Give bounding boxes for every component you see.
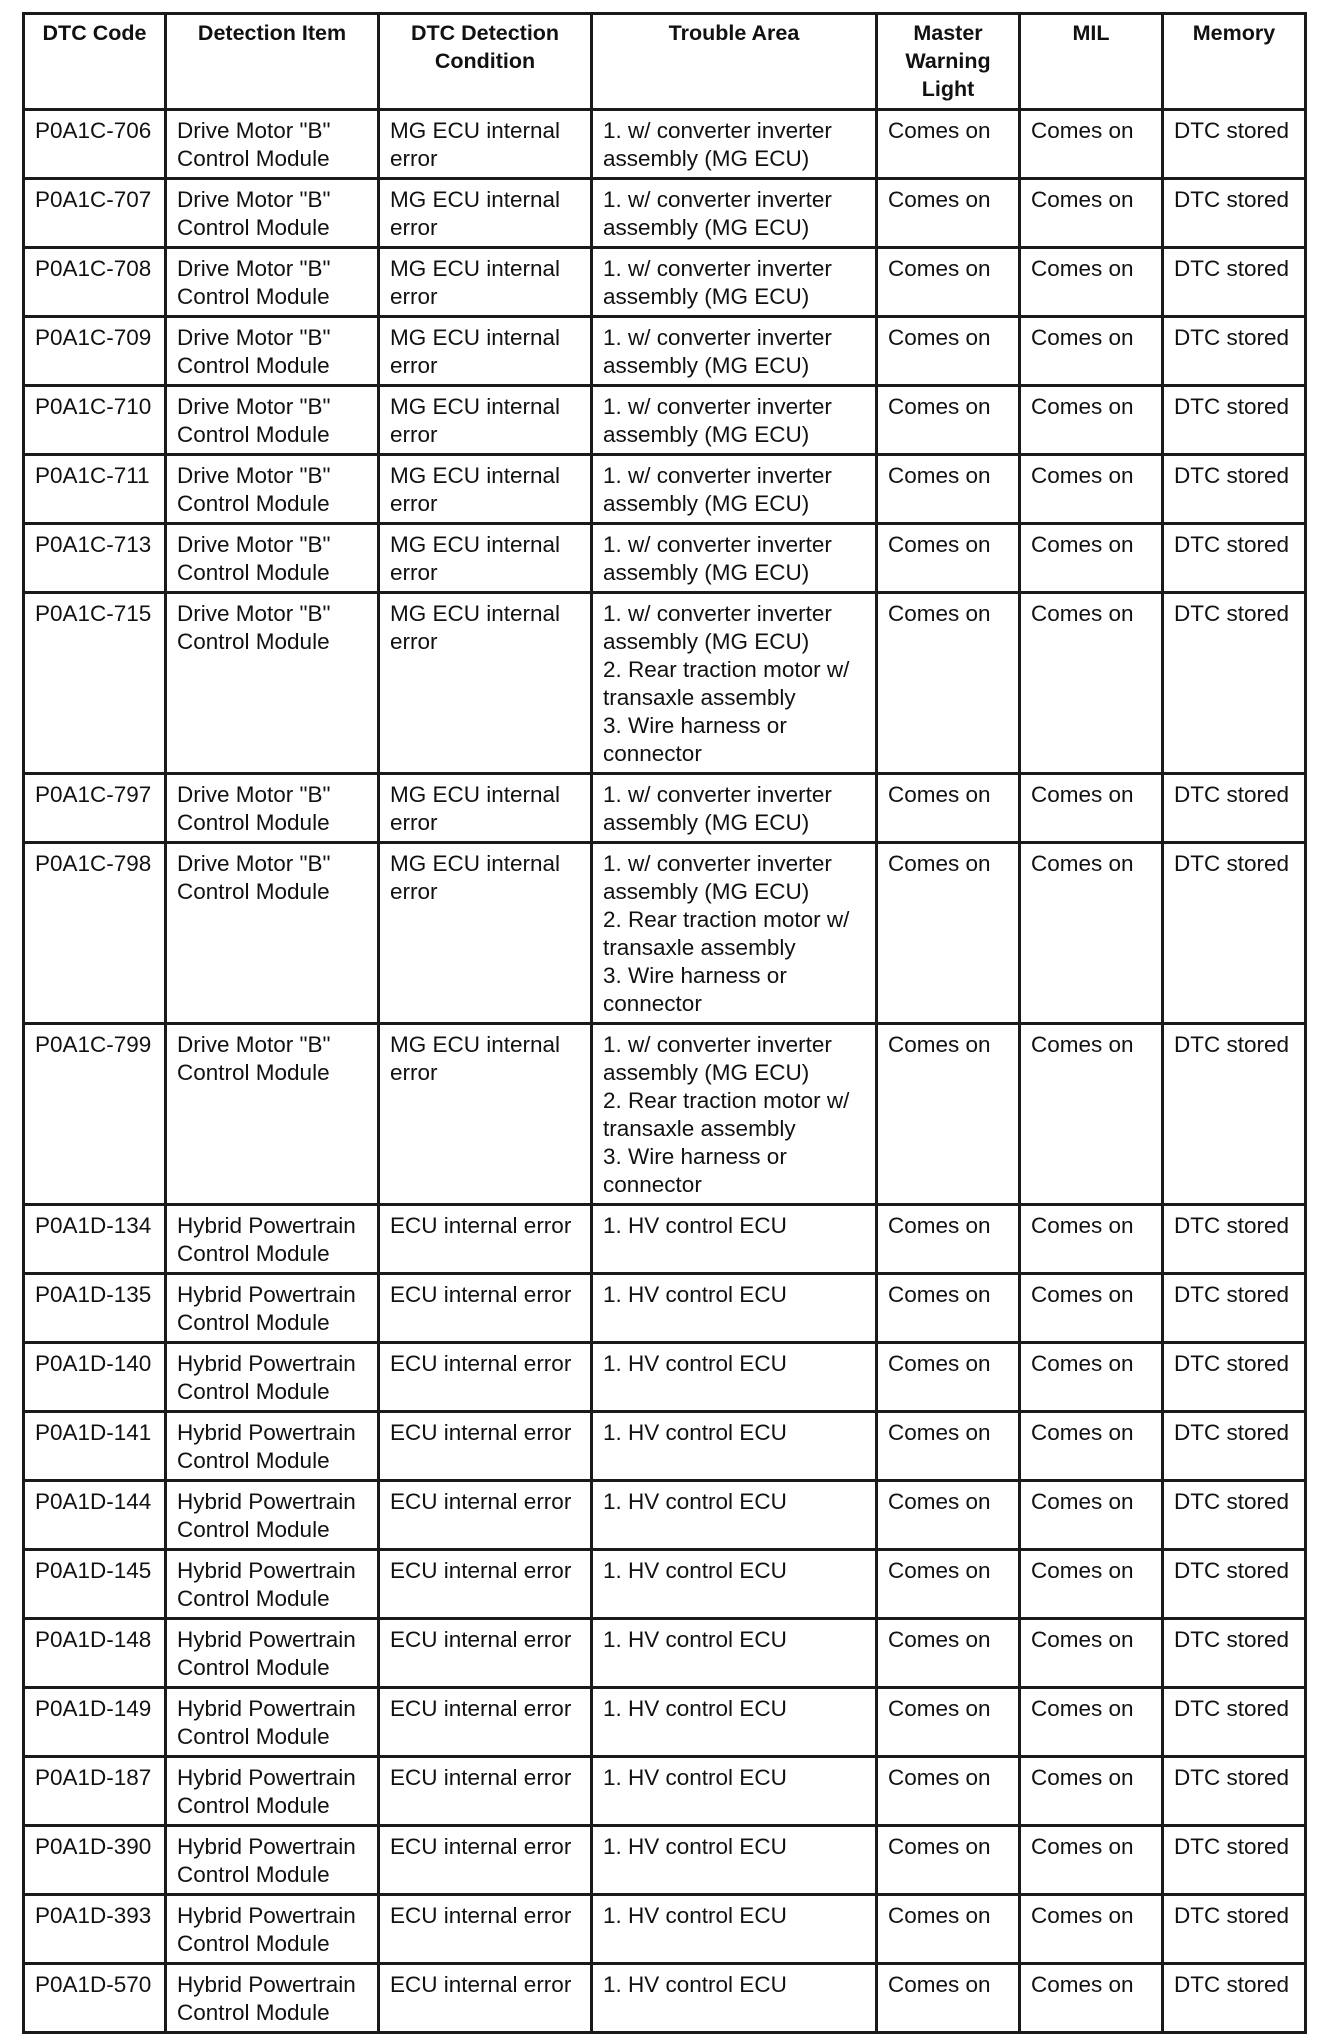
cell-memory: DTC stored xyxy=(1163,1826,1306,1895)
cell-trouble-area: 1. HV control ECU xyxy=(592,1274,877,1343)
table-row xyxy=(24,843,1306,1024)
cell-detection-item: Hybrid Powertrain Control Module xyxy=(166,1688,379,1757)
cell-mil: Comes on xyxy=(1020,1964,1163,2033)
cell-master-warning-light: Comes on xyxy=(877,1550,1020,1619)
cell-dtc-code: P0A1C-710 xyxy=(24,386,166,455)
cell-dtc-code: P0A1C-709 xyxy=(24,317,166,386)
cell-detection-condition: ECU internal error xyxy=(379,1619,592,1688)
cell-master-warning-light: Comes on xyxy=(877,1964,1020,2033)
cell-master-warning-light: Comes on xyxy=(877,317,1020,386)
cell-trouble-area: 1. w/ converter inverter assembly (MG ECU) xyxy=(592,524,877,593)
table-row xyxy=(24,1895,1306,1964)
cell-dtc-code: P0A1C-707 xyxy=(24,179,166,248)
cell-mil: Comes on xyxy=(1020,179,1163,248)
cell-mil: Comes on xyxy=(1020,248,1163,317)
table-row xyxy=(24,1826,1306,1895)
cell-mil: Comes on xyxy=(1020,843,1163,1024)
cell-dtc-code: P0A1D-145 xyxy=(24,1550,166,1619)
cell-detection-item: Drive Motor "B" Control Module xyxy=(166,593,379,774)
cell-detection-item: Hybrid Powertrain Control Module xyxy=(166,1412,379,1481)
cell-memory: DTC stored xyxy=(1163,110,1306,179)
cell-dtc-code: P0A1D-390 xyxy=(24,1826,166,1895)
cell-memory: DTC stored xyxy=(1163,455,1306,524)
cell-memory: DTC stored xyxy=(1163,524,1306,593)
cell-dtc-code: P0A1C-797 xyxy=(24,774,166,843)
cell-detection-condition: MG ECU internal error xyxy=(379,593,592,774)
cell-master-warning-light: Comes on xyxy=(877,386,1020,455)
cell-detection-condition: MG ECU internal error xyxy=(379,524,592,593)
cell-trouble-area: 1. HV control ECU xyxy=(592,1757,877,1826)
table-row xyxy=(24,386,1306,455)
cell-trouble-area: 1. w/ converter inverter assembly (MG ECU) xyxy=(592,317,877,386)
table-row xyxy=(24,1550,1306,1619)
cell-mil: Comes on xyxy=(1020,593,1163,774)
cell-dtc-code: P0A1C-715 xyxy=(24,593,166,774)
cell-trouble-area: 1. HV control ECU xyxy=(592,1205,877,1274)
cell-dtc-code: P0A1D-135 xyxy=(24,1274,166,1343)
cell-mil: Comes on xyxy=(1020,1688,1163,1757)
cell-mil: Comes on xyxy=(1020,1826,1163,1895)
header-detection-condition: DTC Detection Condition xyxy=(379,14,592,110)
cell-trouble-area: 1. w/ converter inverter assembly (MG ECU) 2. Rear traction motor w/ transaxle assembly 3. Wire harness or connector xyxy=(592,1024,877,1205)
cell-memory: DTC stored xyxy=(1163,1205,1306,1274)
cell-master-warning-light: Comes on xyxy=(877,843,1020,1024)
table-row xyxy=(24,1481,1306,1550)
table-row xyxy=(24,110,1306,179)
cell-detection-item: Drive Motor "B" Control Module xyxy=(166,110,379,179)
cell-detection-condition: ECU internal error xyxy=(379,1274,592,1343)
cell-dtc-code: P0A1D-149 xyxy=(24,1688,166,1757)
table-row xyxy=(24,593,1306,774)
cell-mil: Comes on xyxy=(1020,386,1163,455)
cell-dtc-code: P0A1D-134 xyxy=(24,1205,166,1274)
cell-mil: Comes on xyxy=(1020,1205,1163,1274)
cell-master-warning-light: Comes on xyxy=(877,1274,1020,1343)
cell-detection-item: Drive Motor "B" Control Module xyxy=(166,774,379,843)
cell-mil: Comes on xyxy=(1020,1550,1163,1619)
header-memory: Memory xyxy=(1163,14,1306,110)
cell-detection-item: Drive Motor "B" Control Module xyxy=(166,317,379,386)
header-master-warning-light: Master Warning Light xyxy=(877,14,1020,110)
cell-dtc-code: P0A1D-141 xyxy=(24,1412,166,1481)
cell-memory: DTC stored xyxy=(1163,1757,1306,1826)
cell-memory: DTC stored xyxy=(1163,1412,1306,1481)
cell-memory: DTC stored xyxy=(1163,1550,1306,1619)
cell-master-warning-light: Comes on xyxy=(877,1757,1020,1826)
table-row xyxy=(24,1343,1306,1412)
cell-trouble-area: 1. HV control ECU xyxy=(592,1895,877,1964)
cell-master-warning-light: Comes on xyxy=(877,455,1020,524)
table-row xyxy=(24,1024,1306,1205)
cell-master-warning-light: Comes on xyxy=(877,1895,1020,1964)
cell-memory: DTC stored xyxy=(1163,1688,1306,1757)
table-row xyxy=(24,1688,1306,1757)
table-row xyxy=(24,1964,1306,2033)
cell-detection-item: Hybrid Powertrain Control Module xyxy=(166,1481,379,1550)
cell-memory: DTC stored xyxy=(1163,1274,1306,1343)
cell-dtc-code: P0A1D-140 xyxy=(24,1343,166,1412)
cell-detection-condition: MG ECU internal error xyxy=(379,774,592,843)
table-row xyxy=(24,1205,1306,1274)
cell-dtc-code: P0A1C-798 xyxy=(24,843,166,1024)
cell-dtc-code: P0A1D-393 xyxy=(24,1895,166,1964)
cell-detection-item: Drive Motor "B" Control Module xyxy=(166,386,379,455)
cell-master-warning-light: Comes on xyxy=(877,179,1020,248)
cell-trouble-area: 1. w/ converter inverter assembly (MG ECU) xyxy=(592,179,877,248)
cell-detection-item: Hybrid Powertrain Control Module xyxy=(166,1619,379,1688)
cell-memory: DTC stored xyxy=(1163,774,1306,843)
cell-trouble-area: 1. w/ converter inverter assembly (MG ECU) xyxy=(592,248,877,317)
header-dtc-code: DTC Code xyxy=(24,14,166,110)
cell-detection-item: Drive Motor "B" Control Module xyxy=(166,455,379,524)
cell-mil: Comes on xyxy=(1020,1274,1163,1343)
cell-detection-item: Drive Motor "B" Control Module xyxy=(166,524,379,593)
cell-detection-condition: ECU internal error xyxy=(379,1412,592,1481)
cell-mil: Comes on xyxy=(1020,1619,1163,1688)
cell-detection-condition: MG ECU internal error xyxy=(379,179,592,248)
cell-dtc-code: P0A1D-570 xyxy=(24,1964,166,2033)
cell-detection-condition: ECU internal error xyxy=(379,1481,592,1550)
cell-trouble-area: 1. HV control ECU xyxy=(592,1481,877,1550)
cell-memory: DTC stored xyxy=(1163,248,1306,317)
table-row xyxy=(24,1619,1306,1688)
cell-detection-condition: ECU internal error xyxy=(379,1757,592,1826)
cell-trouble-area: 1. w/ converter inverter assembly (MG ECU) xyxy=(592,455,877,524)
cell-master-warning-light: Comes on xyxy=(877,1205,1020,1274)
cell-detection-item: Drive Motor "B" Control Module xyxy=(166,1024,379,1205)
cell-dtc-code: P0A1D-148 xyxy=(24,1619,166,1688)
cell-detection-condition: ECU internal error xyxy=(379,1688,592,1757)
cell-dtc-code: P0A1C-711 xyxy=(24,455,166,524)
header-mil: MIL xyxy=(1020,14,1163,110)
cell-detection-item: Drive Motor "B" Control Module xyxy=(166,248,379,317)
cell-memory: DTC stored xyxy=(1163,593,1306,774)
cell-detection-condition: MG ECU internal error xyxy=(379,110,592,179)
cell-memory: DTC stored xyxy=(1163,843,1306,1024)
cell-detection-condition: ECU internal error xyxy=(379,1550,592,1619)
cell-trouble-area: 1. w/ converter inverter assembly (MG ECU) 2. Rear traction motor w/ transaxle assembly 3. Wire harness or connector xyxy=(592,843,877,1024)
cell-detection-condition: ECU internal error xyxy=(379,1826,592,1895)
cell-detection-condition: ECU internal error xyxy=(379,1964,592,2033)
cell-dtc-code: P0A1D-187 xyxy=(24,1757,166,1826)
table-row xyxy=(24,1274,1306,1343)
table-row xyxy=(24,1412,1306,1481)
cell-detection-item: Hybrid Powertrain Control Module xyxy=(166,1895,379,1964)
table-row xyxy=(24,774,1306,843)
cell-master-warning-light: Comes on xyxy=(877,248,1020,317)
cell-memory: DTC stored xyxy=(1163,179,1306,248)
cell-trouble-area: 1. HV control ECU xyxy=(592,1343,877,1412)
table-row xyxy=(24,1757,1306,1826)
table-row xyxy=(24,179,1306,248)
cell-memory: DTC stored xyxy=(1163,1024,1306,1205)
header-detection-item: Detection Item xyxy=(166,14,379,110)
cell-master-warning-light: Comes on xyxy=(877,1024,1020,1205)
cell-trouble-area: 1. w/ converter inverter assembly (MG ECU) 2. Rear traction motor w/ transaxle assembly 3. Wire harness or connector xyxy=(592,593,877,774)
cell-memory: DTC stored xyxy=(1163,1343,1306,1412)
cell-mil: Comes on xyxy=(1020,1412,1163,1481)
cell-dtc-code: P0A1C-713 xyxy=(24,524,166,593)
cell-memory: DTC stored xyxy=(1163,317,1306,386)
cell-mil: Comes on xyxy=(1020,455,1163,524)
cell-dtc-code: P0A1C-799 xyxy=(24,1024,166,1205)
cell-master-warning-light: Comes on xyxy=(877,1412,1020,1481)
table-row xyxy=(24,455,1306,524)
cell-detection-condition: MG ECU internal error xyxy=(379,455,592,524)
header-trouble-area: Trouble Area xyxy=(592,14,877,110)
cell-memory: DTC stored xyxy=(1163,1481,1306,1550)
cell-detection-item: Hybrid Powertrain Control Module xyxy=(166,1205,379,1274)
cell-detection-condition: MG ECU internal error xyxy=(379,843,592,1024)
cell-mil: Comes on xyxy=(1020,1481,1163,1550)
cell-detection-condition: ECU internal error xyxy=(379,1895,592,1964)
cell-trouble-area: 1. HV control ECU xyxy=(592,1688,877,1757)
cell-detection-item: Drive Motor "B" Control Module xyxy=(166,843,379,1024)
cell-master-warning-light: Comes on xyxy=(877,1481,1020,1550)
cell-memory: DTC stored xyxy=(1163,1895,1306,1964)
cell-memory: DTC stored xyxy=(1163,1619,1306,1688)
cell-detection-condition: ECU internal error xyxy=(379,1343,592,1412)
cell-mil: Comes on xyxy=(1020,1024,1163,1205)
cell-trouble-area: 1. HV control ECU xyxy=(592,1826,877,1895)
cell-detection-condition: MG ECU internal error xyxy=(379,1024,592,1205)
cell-dtc-code: P0A1C-706 xyxy=(24,110,166,179)
table-row xyxy=(24,524,1306,593)
table-row xyxy=(24,317,1306,386)
cell-mil: Comes on xyxy=(1020,524,1163,593)
cell-trouble-area: 1. HV control ECU xyxy=(592,1619,877,1688)
cell-mil: Comes on xyxy=(1020,1895,1163,1964)
cell-detection-item: Drive Motor "B" Control Module xyxy=(166,179,379,248)
cell-master-warning-light: Comes on xyxy=(877,774,1020,843)
cell-master-warning-light: Comes on xyxy=(877,1688,1020,1757)
cell-dtc-code: P0A1D-144 xyxy=(24,1481,166,1550)
cell-mil: Comes on xyxy=(1020,1343,1163,1412)
table-row xyxy=(24,248,1306,317)
cell-detection-item: Hybrid Powertrain Control Module xyxy=(166,1964,379,2033)
cell-detection-item: Hybrid Powertrain Control Module xyxy=(166,1757,379,1826)
cell-trouble-area: 1. HV control ECU xyxy=(592,1964,877,2033)
cell-detection-item: Hybrid Powertrain Control Module xyxy=(166,1274,379,1343)
cell-memory: DTC stored xyxy=(1163,386,1306,455)
cell-detection-condition: MG ECU internal error xyxy=(379,386,592,455)
cell-detection-item: Hybrid Powertrain Control Module xyxy=(166,1550,379,1619)
cell-detection-condition: MG ECU internal error xyxy=(379,248,592,317)
cell-dtc-code: P0A1C-708 xyxy=(24,248,166,317)
cell-detection-condition: MG ECU internal error xyxy=(379,317,592,386)
cell-trouble-area: 1. w/ converter inverter assembly (MG ECU) xyxy=(592,386,877,455)
cell-mil: Comes on xyxy=(1020,774,1163,843)
cell-memory: DTC stored xyxy=(1163,1964,1306,2033)
cell-detection-item: Hybrid Powertrain Control Module xyxy=(166,1343,379,1412)
cell-master-warning-light: Comes on xyxy=(877,1619,1020,1688)
cell-master-warning-light: Comes on xyxy=(877,593,1020,774)
cell-detection-condition: ECU internal error xyxy=(379,1205,592,1274)
cell-mil: Comes on xyxy=(1020,110,1163,179)
cell-master-warning-light: Comes on xyxy=(877,524,1020,593)
cell-trouble-area: 1. w/ converter inverter assembly (MG ECU) xyxy=(592,774,877,843)
cell-detection-item: Hybrid Powertrain Control Module xyxy=(166,1826,379,1895)
cell-master-warning-light: Comes on xyxy=(877,110,1020,179)
cell-mil: Comes on xyxy=(1020,1757,1163,1826)
dtc-table xyxy=(22,12,1307,2034)
cell-master-warning-light: Comes on xyxy=(877,1343,1020,1412)
cell-trouble-area: 1. HV control ECU xyxy=(592,1550,877,1619)
cell-mil: Comes on xyxy=(1020,317,1163,386)
cell-master-warning-light: Comes on xyxy=(877,1826,1020,1895)
cell-trouble-area: 1. w/ converter inverter assembly (MG ECU) xyxy=(592,110,877,179)
table-header-row xyxy=(24,14,1306,110)
cell-trouble-area: 1. HV control ECU xyxy=(592,1412,877,1481)
